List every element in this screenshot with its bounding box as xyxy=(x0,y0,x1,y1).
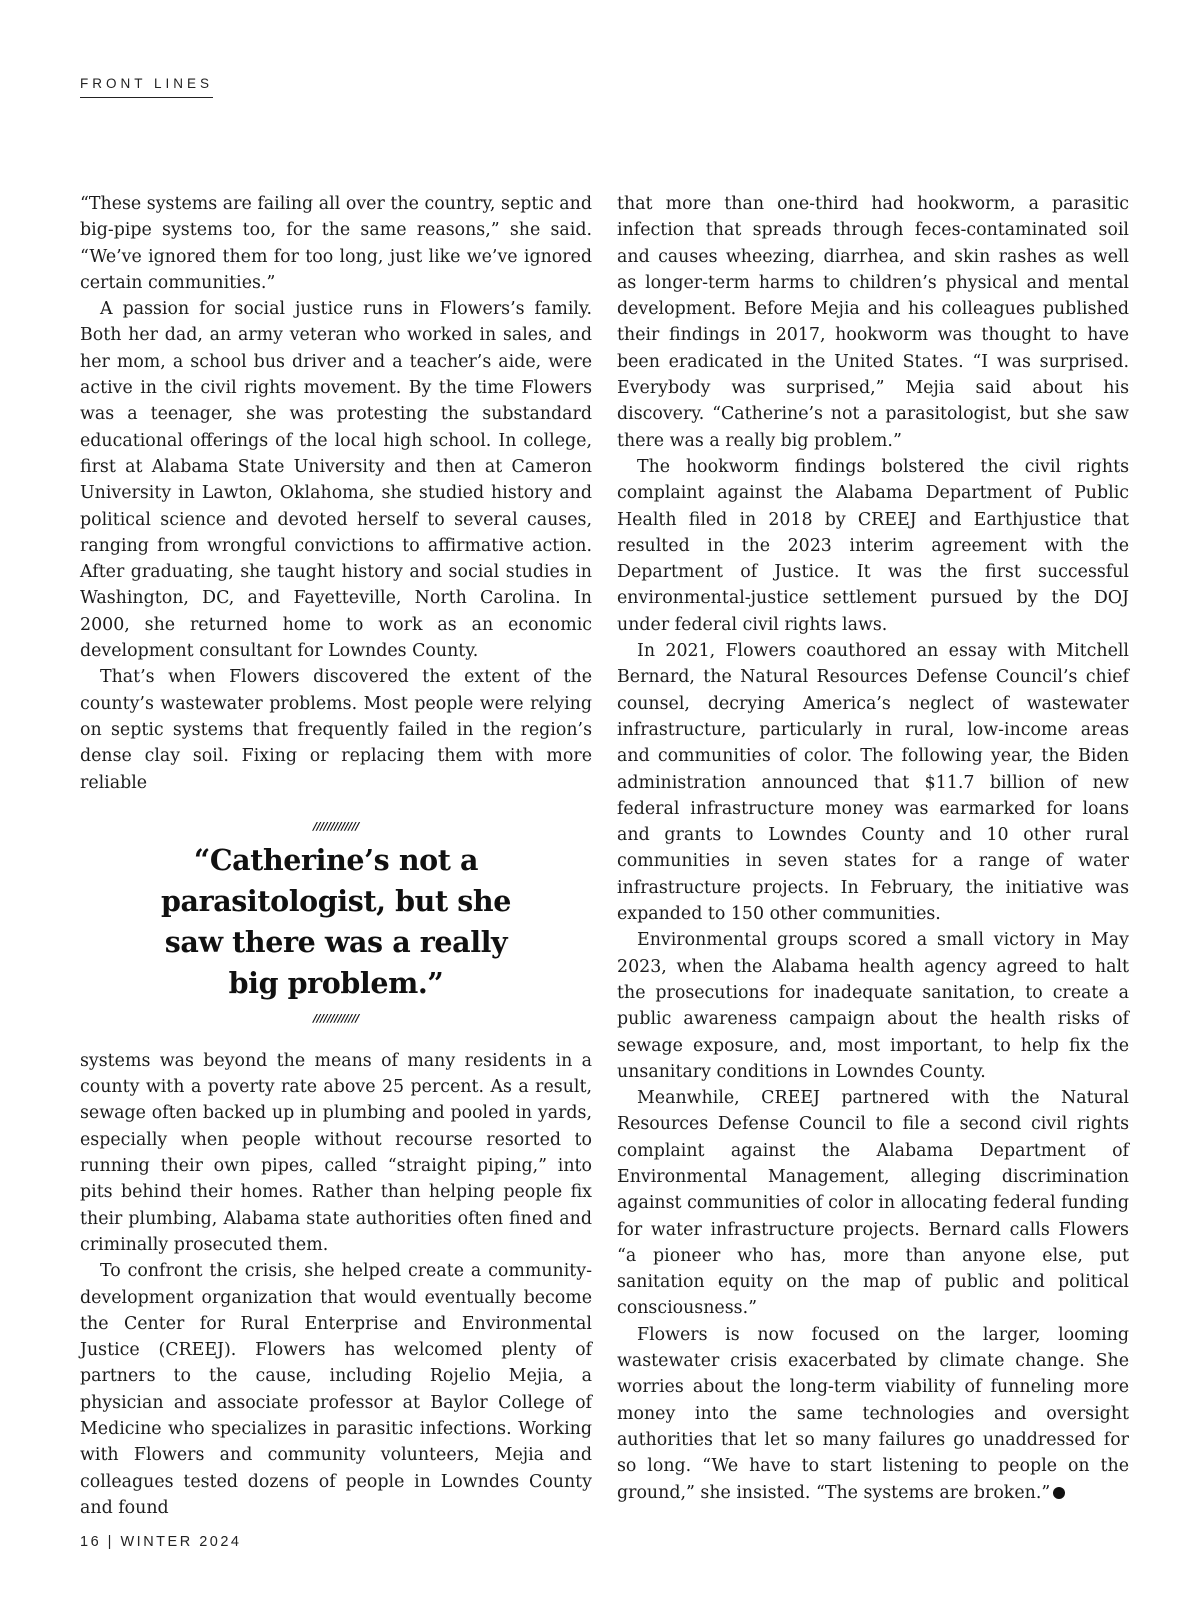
issue-label: WINTER 2024 xyxy=(120,1534,242,1550)
paragraph: In 2021, Flowers coauthored an essay with Mitchell Bernard, the Natural Resources Defense Council’s chief counsel, decrying America’s neglect of wastewater infrastructure, particularly in rural, low-income areas and communities of color. The following year, the Biden administration announced that $11.7 billion of new federal infrastructure money was earmarked for loans and grants to Lowndes County and 10 other rural communities in seven states for a range of water infrastructure projects. In February, the initiative was expanded to 150 other communities. xyxy=(617,641,1129,925)
pull-quote xyxy=(80,818,592,1028)
page-footer xyxy=(80,1534,241,1550)
paragraph-text: Flowers is now focused on the larger, looming wastewater crisis exacerbated by climate change. She worries about the long-term viability of funneling more money into the same technologies and oversight authorities that let so many failures go unaddressed for so long. “We have to start listening to people on the ground,” she insisted. “The systems are broken.” xyxy=(617,1324,1129,1503)
paragraph: The hookworm findings bolstered the civil rights complaint against the Alabama Department of Public Health filed in 2018 by CREEJ and Earthjustice that resulted in the 2023 interim agreement with the Department of Justice. It was the first successful environmental-justice settlement pursued by the DOJ under federal civil rights laws. xyxy=(617,456,1129,635)
end-of-article-icon: s xyxy=(1053,1487,1065,1499)
article-column-left xyxy=(80,191,592,1521)
paragraph: systems was beyond the means of many residents in a county with a poverty rate above 25 percent. As a result, sewage often backed up in plumbing and pooled in yards, especially when people without recourse resorted to running their own pipes, called “straight piping,” into pits behind their homes. Rather than helping people fix their plumbing, Alabama state authorities often fined and criminally prosecuted them. xyxy=(80,1050,592,1255)
paragraph: that more than one-third had hookworm, a parasitic infection that spreads through feces-contaminated soil and causes wheezing, diarrhea, and skin rashes as well as longer-term harms to children’s physical and mental development. Before Mejia and his colleagues published their findings in 2017, hookworm was thought to have been eradicated in the United States. “I was surprised. Everybody was surprised,” Mejia said about his discovery. “Catherine’s not a parasitologist, but she saw there was a really big problem.” xyxy=(617,194,1129,451)
article-column-right xyxy=(617,191,1129,1506)
paragraph: To confront the crisis, she helped create a community-development organization that would eventually become the Center for Rural Enterprise and Environmental Justice (CREEJ). Flowers has welcomed plenty of partners to the cause, including Rojelio Mejia, a physician and associate professor at Baylor College of Medicine who specializes in parasitic infections. Working with Flowers and community volunteers, Mejia and colleagues tested dozens of people in Lowndes County and found xyxy=(80,1261,592,1518)
paragraph: That’s when Flowers discovered the extent of the county’s wastewater problems. Most people were relying on septic systems that frequently failed in the region’s dense clay soil. Fixing or replacing them with more reliable xyxy=(80,667,592,793)
pull-quote-ornament-top: ///////////// xyxy=(313,819,359,833)
page-number: 16 xyxy=(80,1534,102,1550)
paragraph: A passion for social justice runs in Flowers’s family. Both her dad, an army veteran who worked in sales, and her mom, a school bus driver and a teacher’s aide, were active in the civil rights movement. By the time Flowers was a teenager, she was protesting the substandard educational offerings of the local high school. In college, first at Alabama State University and then at Cameron University in Lawton, Oklahoma, she studied history and political science and devoted herself to several causes, ranging from wrongful convictions to affirmative action. After graduating, she taught history and social studies in Washington, DC, and Fayetteville, North Carolina. In 2000, she returned home to work as an economic development consultant for Lowndes County. xyxy=(80,299,592,662)
paragraph: “These systems are failing all over the country, septic and big-pipe systems too, for the same reasons,” she said. “We’ve ignored them for too long, just like we’ve ignored certain communities.” xyxy=(80,194,592,293)
paragraph: Meanwhile, CREEJ partnered with the Natural Resources Defense Council to file a second civil rights complaint against the Alabama Department of Environmental Management, alleging discrimination against communities of color in allocating federal funding for water infrastructure projects. Bernard calls Flowers “a pioneer who has, more than anyone else, put sanitation equity on the map of public and political consciousness.” xyxy=(617,1088,1129,1319)
section-label: FRONT LINES xyxy=(80,76,213,98)
pull-quote-ornament-bottom: ///////////// xyxy=(313,1011,359,1025)
paragraph-last xyxy=(617,1322,1129,1506)
pull-quote-text: “Catherine’s not a parasitologist, but she saw there was a really big problem.” xyxy=(160,842,511,1000)
paragraph: Environmental groups scored a small victory in May 2023, when the Alabama health agency agreed to halt the prosecutions for inadequate sanitation, to create a public awareness campaign about the health risks of sewage exposure, and, most important, to help fix the unsanitary conditions in Lowndes County. xyxy=(617,930,1129,1082)
footer-separator: | xyxy=(107,1534,114,1550)
